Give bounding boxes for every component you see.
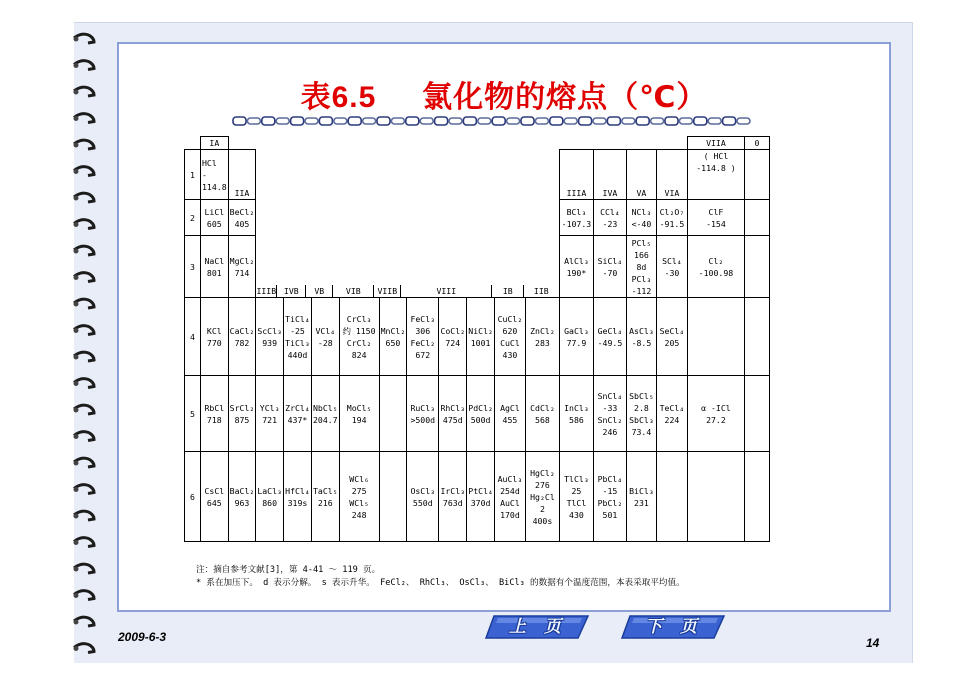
cell-Os: OsCl₃ 550d	[407, 452, 439, 542]
cell-Sc: ScCl₃ 939	[256, 298, 284, 376]
cell-Si: SiCl₄ -70	[593, 236, 626, 298]
cell-W: WCl₆ 275 WCl₅ 248	[339, 452, 379, 542]
period-label: 6	[185, 452, 201, 542]
table-notes	[196, 564, 685, 590]
cell-Mn: MnCl₂ 650	[379, 298, 407, 376]
cell-In: InCl₃ 586	[559, 376, 593, 452]
cell-Ta: TaCl₅ 216	[311, 452, 339, 542]
group-header: IVA	[593, 150, 626, 200]
cell-Ru: RuCl₃ >500d	[407, 376, 439, 452]
group-header: IIIA	[559, 150, 593, 200]
cell-La: LaCl₃ 860	[256, 452, 284, 542]
cell-Te: TeCl₄ 224	[656, 376, 687, 452]
cell-S: SCl₄ -30	[656, 236, 687, 298]
cell-Ir: IrCl₃ 763d	[439, 452, 467, 542]
period-label: 1	[185, 150, 201, 200]
group-header: VIIB	[374, 285, 401, 297]
cell-HCl-bracket: ( HCl -114.8 )	[687, 150, 744, 200]
cell-Be: BeCl₂ 405	[228, 200, 256, 236]
period-label: 2	[185, 200, 201, 236]
cell-I: α -ICl 27.2	[687, 376, 744, 452]
page-number: 14	[866, 636, 880, 650]
cell-Ni: NiCl₂ 1001	[467, 298, 495, 376]
cell-Mo: MoCl₅ 194	[339, 376, 379, 452]
cell-Cd: CdCl₂ 568	[525, 376, 559, 452]
chain-divider-icon	[232, 115, 752, 127]
period-label: 4	[185, 298, 201, 376]
cell-Ba: BaCl₂ 963	[228, 452, 256, 542]
group-header: 0	[744, 137, 769, 150]
cell-Rb: RbCl 718	[201, 376, 229, 452]
cell-O: Cl₂O₇ -91.5	[656, 200, 687, 236]
slide-date: 2009-6-3	[118, 630, 167, 644]
next-page-button[interactable]	[620, 614, 728, 640]
group-header: VIII	[401, 285, 492, 297]
cell-Cu: CuCl₂ 620 CuCl 430	[494, 298, 525, 376]
cell-Y: YCl₃ 721	[256, 376, 284, 452]
cell-HCl: HCl - 114.8	[201, 150, 229, 200]
note-legend: * 系在加压下。 d 表示分解。 s 表示升华。 FeCl₂、 RhCl₃、 OsCl₃、 BiCl₃ 的数据有个温度范围，本表采取平均值。	[196, 578, 685, 588]
cell-Fe: FeCl₃ 306 FeCl₂ 672	[407, 298, 439, 376]
cell-B: BCl₃ -107.3	[559, 200, 593, 236]
cell-Zr: ZrCl₄ 437*	[283, 376, 311, 452]
cell-Na: NaCl 801	[201, 236, 229, 298]
cell-Zn: ZnCl₂ 283	[525, 298, 559, 376]
group-header: IIB	[533, 286, 549, 296]
cell-F: ClF -154	[687, 200, 744, 236]
cell-Co: CoCl₂ 724	[439, 298, 467, 376]
cell-N: NCl₃ <-40	[626, 200, 656, 236]
group-header: VA	[626, 150, 656, 200]
cell-Hf: HfCl₄ 319s	[283, 452, 311, 542]
cell-Pb: PbCl₄ -15 PbCl₂ 501	[593, 452, 626, 542]
cell-Cr: CrCl₃ 约 1150 CrCl₂ 824	[339, 298, 379, 376]
group-header: IVB	[277, 285, 306, 297]
cell-Ca: CaCl₂ 782	[228, 298, 256, 376]
cell-Ag: AgCl 455	[494, 376, 525, 452]
period-label: 3	[185, 236, 201, 298]
group-header: VIB	[333, 285, 374, 297]
cell-Rh: RhCl₃ 475d	[439, 376, 467, 452]
cell-Sn: SnCl₄ -33 SnCl₂ 246	[593, 376, 626, 452]
cell-Pt: PtCl₄ 370d	[467, 452, 495, 542]
cell-P: PCl₅ 166 8d PCl₃ -112	[626, 236, 656, 298]
cell-Ge: GeCl₄ -49.5	[593, 298, 626, 376]
group-header: IIIB	[256, 286, 277, 296]
group-header: IA	[201, 137, 229, 150]
cell-V: VCl₄ -28	[311, 298, 339, 376]
cell-Nb: NbCl₅ 204.7	[311, 376, 339, 452]
prev-page-label: 上 页	[509, 617, 567, 637]
group-header: IB	[492, 285, 524, 297]
cell-Tl: TlCl₃ 25 TlCl 430	[559, 452, 593, 542]
next-page-label: 下 页	[645, 617, 703, 637]
prev-page-button[interactable]	[484, 614, 592, 640]
period-label: 5	[185, 376, 201, 452]
group-header: VB	[306, 285, 333, 297]
chloride-melting-point-table	[184, 136, 770, 542]
cell-As: AsCl₃ -8.5	[626, 298, 656, 376]
cell-Al: AlCl₃ 190*	[559, 236, 593, 298]
cell-Cl: Cl₂ -100.98	[687, 236, 744, 298]
note-source: 注：摘自参考文献[3]，第 4-41 ～ 119 页。	[196, 565, 381, 575]
slide-title: 表6.5 氯化物的熔点（℃）	[300, 80, 708, 115]
cell-C: CCl₄ -23	[593, 200, 626, 236]
cell-Se: SeCl₄ 205	[656, 298, 687, 376]
cell-Mg: MgCl₂ 714	[228, 236, 256, 298]
cell-Cs: CsCl 645	[201, 452, 229, 542]
cell-Hg: HgCl₂ 276 Hg₂Cl 2 400s	[525, 452, 559, 542]
cell-Sb: SbCl₅ 2.8 SbCl₃ 73.4	[626, 376, 656, 452]
group-header: VIA	[656, 150, 687, 200]
cell-Bi: BiCl₃ 231	[626, 452, 656, 542]
group-header: IIA	[228, 150, 256, 200]
cell-Ga: GaCl₃ 77.9	[559, 298, 593, 376]
cell-Li: LiCl 605	[201, 200, 229, 236]
cell-Pd: PdCl₂ 500d	[467, 376, 495, 452]
cell-Au: AuCl₃ 254d AuCl 170d	[494, 452, 525, 542]
cell-Ti: TiCl₄ -25 TiCl₃ 440d	[283, 298, 311, 376]
cell-Sr: SrCl₂ 875	[228, 376, 256, 452]
group-header: VIIA	[687, 137, 744, 150]
spiral-binding-icon	[70, 28, 100, 668]
cell-K: KCl 770	[201, 298, 229, 376]
